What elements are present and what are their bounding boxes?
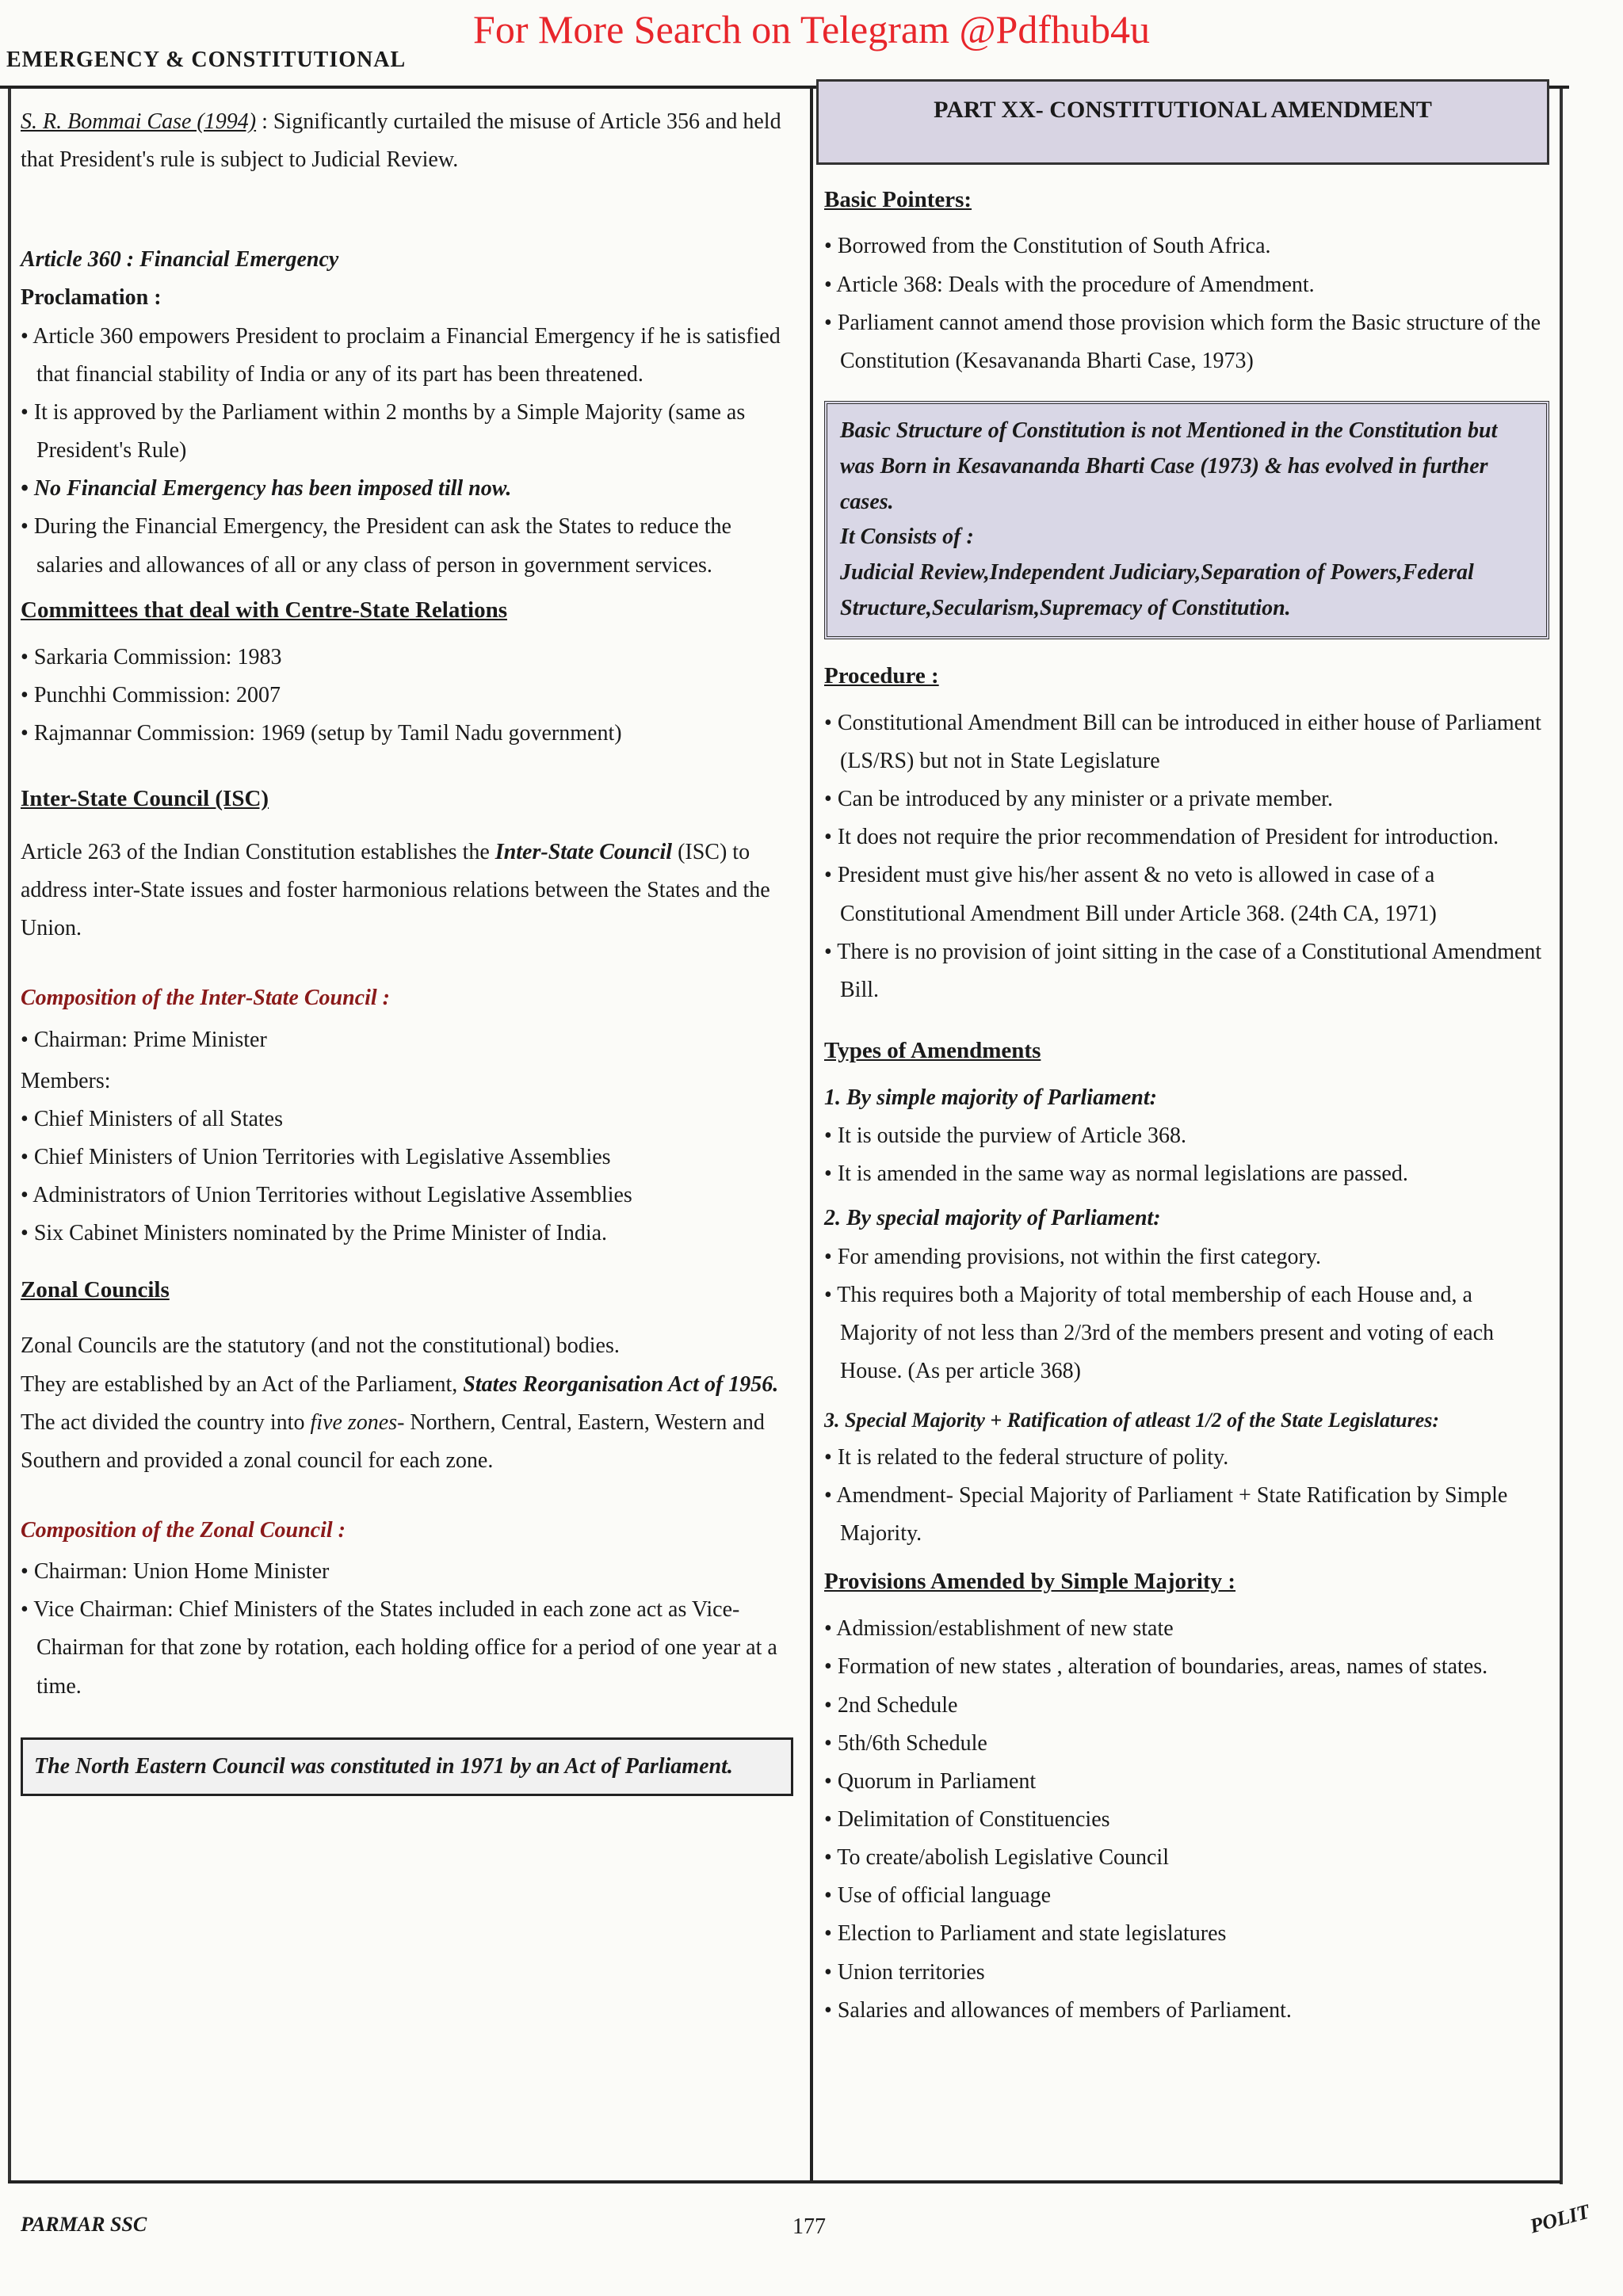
list-item: • To create/abolish Legislative Council [824,1839,1549,1877]
simple-majority-list [824,1610,1549,2030]
zonal-councils-heading: Zonal Councils [21,1276,170,1302]
list-item: • Administrators of Union Territories without Legislative Assemblies [21,1177,793,1215]
list-item: • Salaries and allowances of members of Parliament. [824,1992,1549,2030]
part-title-box: PART XX- CONSTITUTIONAL AMENDMENT [816,79,1549,165]
isc-text-a: Article 263 of the Indian Constitution establishes the [21,839,495,864]
section-tag: POLIT [1527,2199,1592,2238]
list-item: • Vice Chairman: Chief Ministers of the States included in each zone act as Vice-Chairman for that zone by rotation, each holding office for a period of one year at a time. [21,1591,793,1705]
right-frame-edge [1560,89,1563,2184]
members-label: Members: [21,1068,111,1093]
list-item: • No Financial Emergency has been imposed till now. [21,470,793,508]
list-item: • Constitutional Amendment Bill can be introduced in either house of Parliament (LS/RS) but not in State Legislature [824,704,1549,780]
list-item: • 2nd Schedule [824,1687,1549,1725]
list-item: • Six Cabinet Ministers nominated by the Prime Minister of India. [21,1215,793,1253]
bommai-case-text: : Significantly curtailed the misuse of Article 356 and held that President's rule is subject to Judicial Review. [21,109,781,173]
list-item: • Chairman: Union Home Minister [21,1553,793,1591]
list-item: • Use of official language [824,1877,1549,1915]
article-360-list [21,318,793,585]
type-2-heading: 2. By special majority of Parliament: [824,1206,1161,1231]
basic-pointers-list [824,227,1549,380]
types-heading: Types of Amendments [824,1038,1041,1063]
zonal-para-2 [21,1366,793,1404]
zonal-text-e: Northern, Central, Eastern, Western and Southern and provided a zonal council for each zone. [21,1409,765,1473]
consists-of-label: It Consists of : [840,524,974,550]
list-item: • It is related to the federal structure of polity. [824,1439,1549,1477]
zonal-para-3 [21,1404,793,1480]
basic-structure-box [824,401,1549,639]
list-item: • It is outside the purview of Article 368. [824,1117,1549,1155]
basic-structure-elements: Judicial Review,Independent Judiciary,Separation of Powers,Federal Structure,Secularism,Supremacy of Constitution. [840,560,1474,621]
north-eastern-council-note: The North Eastern Council was constituted in 1971 by an Act of Parliament. [21,1737,793,1796]
list-item: • Rajmannar Commission: 1969 (setup by Tamil Nadu government) [21,715,793,753]
list-item: • Article 368: Deals with the procedure of Amendment. [824,266,1549,304]
list-item: • It is amended in the same way as normal legislations are passed. [824,1155,1549,1193]
list-item: • Delimitation of Constituencies [824,1801,1549,1839]
list-item: • There is no provision of joint sitting in the case of a Constitutional Amendment Bill. [824,933,1549,1009]
bommai-case-title: S. R. Bommai Case (1994) [21,109,257,134]
isc-paragraph [21,833,793,948]
telegram-watermark: For More Search on Telegram @Pdfhub4u [473,7,1150,51]
committees-heading: Committees that deal with Centre-State Relations [21,597,507,623]
list-item: • 5th/6th Schedule [824,1725,1549,1763]
isc-heading: Inter-State Council (ISC) [21,786,269,812]
page-number: 177 [792,2214,826,2239]
bottom-rule [8,2180,1561,2183]
right-column [824,79,1549,2036]
list-item: • For amending provisions, not within the first category. [824,1238,1549,1276]
list-item: • Election to Parliament and state legislatures [824,1915,1549,1953]
isc-text-c: (ISC) to address inter-State issues and foster harmonious relations between the States and the Union. [21,839,770,941]
procedure-list [824,704,1549,1009]
list-item: • Sarkaria Commission: 1983 [21,639,793,677]
list-item: • Formation of new states , alteration of boundaries, areas, names of states. [824,1648,1549,1686]
zonal-text-a: They are established by an Act of the Parliament, [21,1371,464,1397]
list-item: • It is approved by the Parliament within 2 months by a Simple Majority (same as President's Rule) [21,394,793,470]
type-3-list [824,1439,1549,1553]
zonal-text-b: States Reorganisation Act of 1956. [463,1371,779,1397]
simple-majority-heading: Provisions Amended by Simple Majority : [824,1569,1236,1595]
list-item: • Admission/establishment of new state [824,1610,1549,1648]
list-item: • Quorum in Parliament [824,1763,1549,1801]
proclamation-label: Proclamation : [21,285,162,311]
list-item: • During the Financial Emergency, the President can ask the States to reduce the salaries and allowances of all or any class of person in government services. [21,508,793,584]
type-3-heading: 3. Special Majority + Ratification of atleast 1/2 of the State Legislatures: [824,1409,1440,1432]
basic-structure-text: Basic Structure of Constitution is not Mentioned in the Constitution but was Born in Kesavananda Bharti Case (1973) & has evolved in further cases. [840,418,1498,514]
article-360-heading: Article 360 : Financial Emergency [21,247,339,273]
zonal-text-d: five zones- [310,1409,405,1435]
type-1-list [824,1117,1549,1193]
committees-list [21,639,793,753]
list-item: • It does not require the prior recommendation of President for introduction. [824,818,1549,856]
zonal-composition-heading: Composition of the Zonal Council : [21,1518,346,1543]
spacer [21,189,793,220]
isc-chairman-list [21,1021,793,1059]
zonal-composition-list [21,1553,793,1706]
type-1-heading: 1. By simple majority of Parliament: [824,1085,1157,1110]
column-divider [810,89,813,2180]
procedure-heading: Procedure : [824,662,939,688]
isc-composition-heading: Composition of the Inter-State Council : [21,986,390,1011]
list-item: • Amendment- Special Majority of Parliament + State Ratification by Simple Majority. [824,1477,1549,1553]
zonal-text-c: The act divided the country into [21,1409,311,1435]
isc-text-b: Inter-State Council [495,839,673,864]
list-item: • Parliament cannot amend those provision which form the Basic structure of the Constitution (Kesavananda Bharti Case, 1973) [824,304,1549,380]
basic-pointers-heading: Basic Pointers: [824,186,972,212]
bommai-paragraph [21,103,793,179]
zonal-para-1: Zonal Councils are the statutory (and not the constitutional) bodies. [21,1333,620,1359]
list-item: • Chief Ministers of Union Territories with Legislative Assemblies [21,1138,793,1177]
list-item: • Chief Ministers of all States [21,1100,793,1138]
isc-members-list [21,1100,793,1253]
list-item: • Chairman: Prime Minister [21,1021,793,1059]
list-item: • Borrowed from the Constitution of South Africa. [824,227,1549,265]
list-item: • Punchhi Commission: 2007 [21,677,793,715]
list-item: • Union territories [824,1954,1549,1992]
chapter-header: EMERGENCY & CONSTITUTIONAL [6,48,407,72]
list-item: • President must give his/her assent & no veto is allowed in case of a Constitutional Amendment Bill under Article 368. (24th CA, 1971) [824,856,1549,933]
list-item: • Can be introduced by any minister or a private member. [824,780,1549,818]
list-item: • Article 360 empowers President to proclaim a Financial Emergency if he is satisfied that financial stability of India or any of its part has been threatened. [21,318,793,394]
left-column [21,103,793,1814]
type-2-list [824,1238,1549,1391]
publisher-footer: PARMAR SSC [21,2213,147,2236]
list-item: • This requires both a Majority of total membership of each House and, a Majority of not less than 2/3rd of the members present and voting of each House. (As per article 368) [824,1276,1549,1390]
